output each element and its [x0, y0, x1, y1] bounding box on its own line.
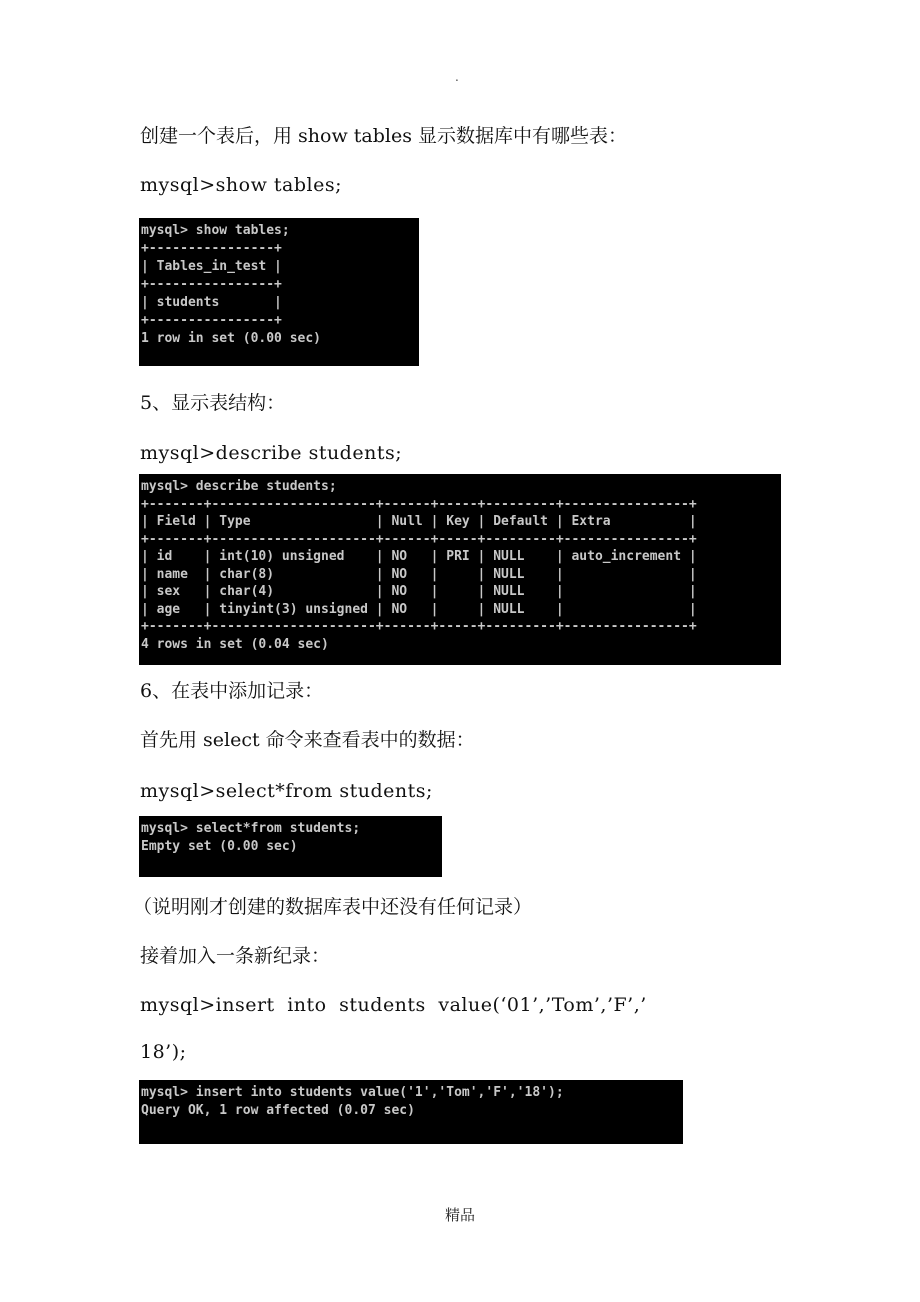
intro-paragraph: 创建一个表后，用 show tables 显示数据库中有哪些表：	[140, 125, 628, 147]
insert-intro-paragraph: 接着加入一条新纪录：	[140, 945, 331, 967]
command-select: mysql>select*from students;	[140, 780, 433, 802]
note-paragraph: （说明刚才创建的数据库表中还没有任何记录）	[133, 896, 533, 918]
command-insert-line2: 18’);	[140, 1041, 187, 1063]
page-footer: 精品	[444, 1206, 475, 1224]
select-intro-paragraph: 首先用 select 命令来查看表中的数据：	[140, 729, 475, 751]
command-describe: mysql>describe students;	[140, 442, 403, 464]
terminal-show-tables	[139, 218, 419, 366]
section-heading-6: 6、在表中添加记录：	[140, 680, 324, 702]
section-heading-5: 5、显示表结构：	[140, 392, 286, 414]
terminal-output: mysql> select*from students; Empty set (0.00 sec)	[141, 821, 361, 854]
command-insert-line1: mysql>insert into students value(‘01’,’Tom’,’F’,’	[140, 994, 647, 1016]
terminal-output: mysql> show tables; +----------------+ | Tables_in_test | +----------------+ | students | +----------------+ 1 row in set (0.00 sec)	[141, 223, 322, 346]
command-show-tables: mysql>show tables;	[140, 174, 342, 196]
terminal-output: mysql> insert into students value('1','Tom','F','18'); Query OK, 1 row affected (0.07 sec)	[141, 1085, 564, 1118]
header-mark: .	[455, 70, 459, 84]
terminal-insert	[139, 1080, 683, 1144]
terminal-select	[139, 816, 442, 877]
terminal-output: mysql> describe students; +-------+---------------------+------+-----+---------+----------------+ | Field | Type | Null | Key | Default | Extra | +-------+---------------------+------+-----+---------+----------------+ | id | int(10) unsigned | NO | PRI | NULL | auto_increment | | name | char(8) | NO | | NULL | | | sex | char(4) | NO | | NULL | | | age | tinyint(3) unsigned | NO | | NULL | | +-------+---------------------+------+-----+---------+----------------+ 4 rows in set (0.04 sec)	[141, 479, 697, 652]
terminal-describe	[139, 474, 781, 665]
